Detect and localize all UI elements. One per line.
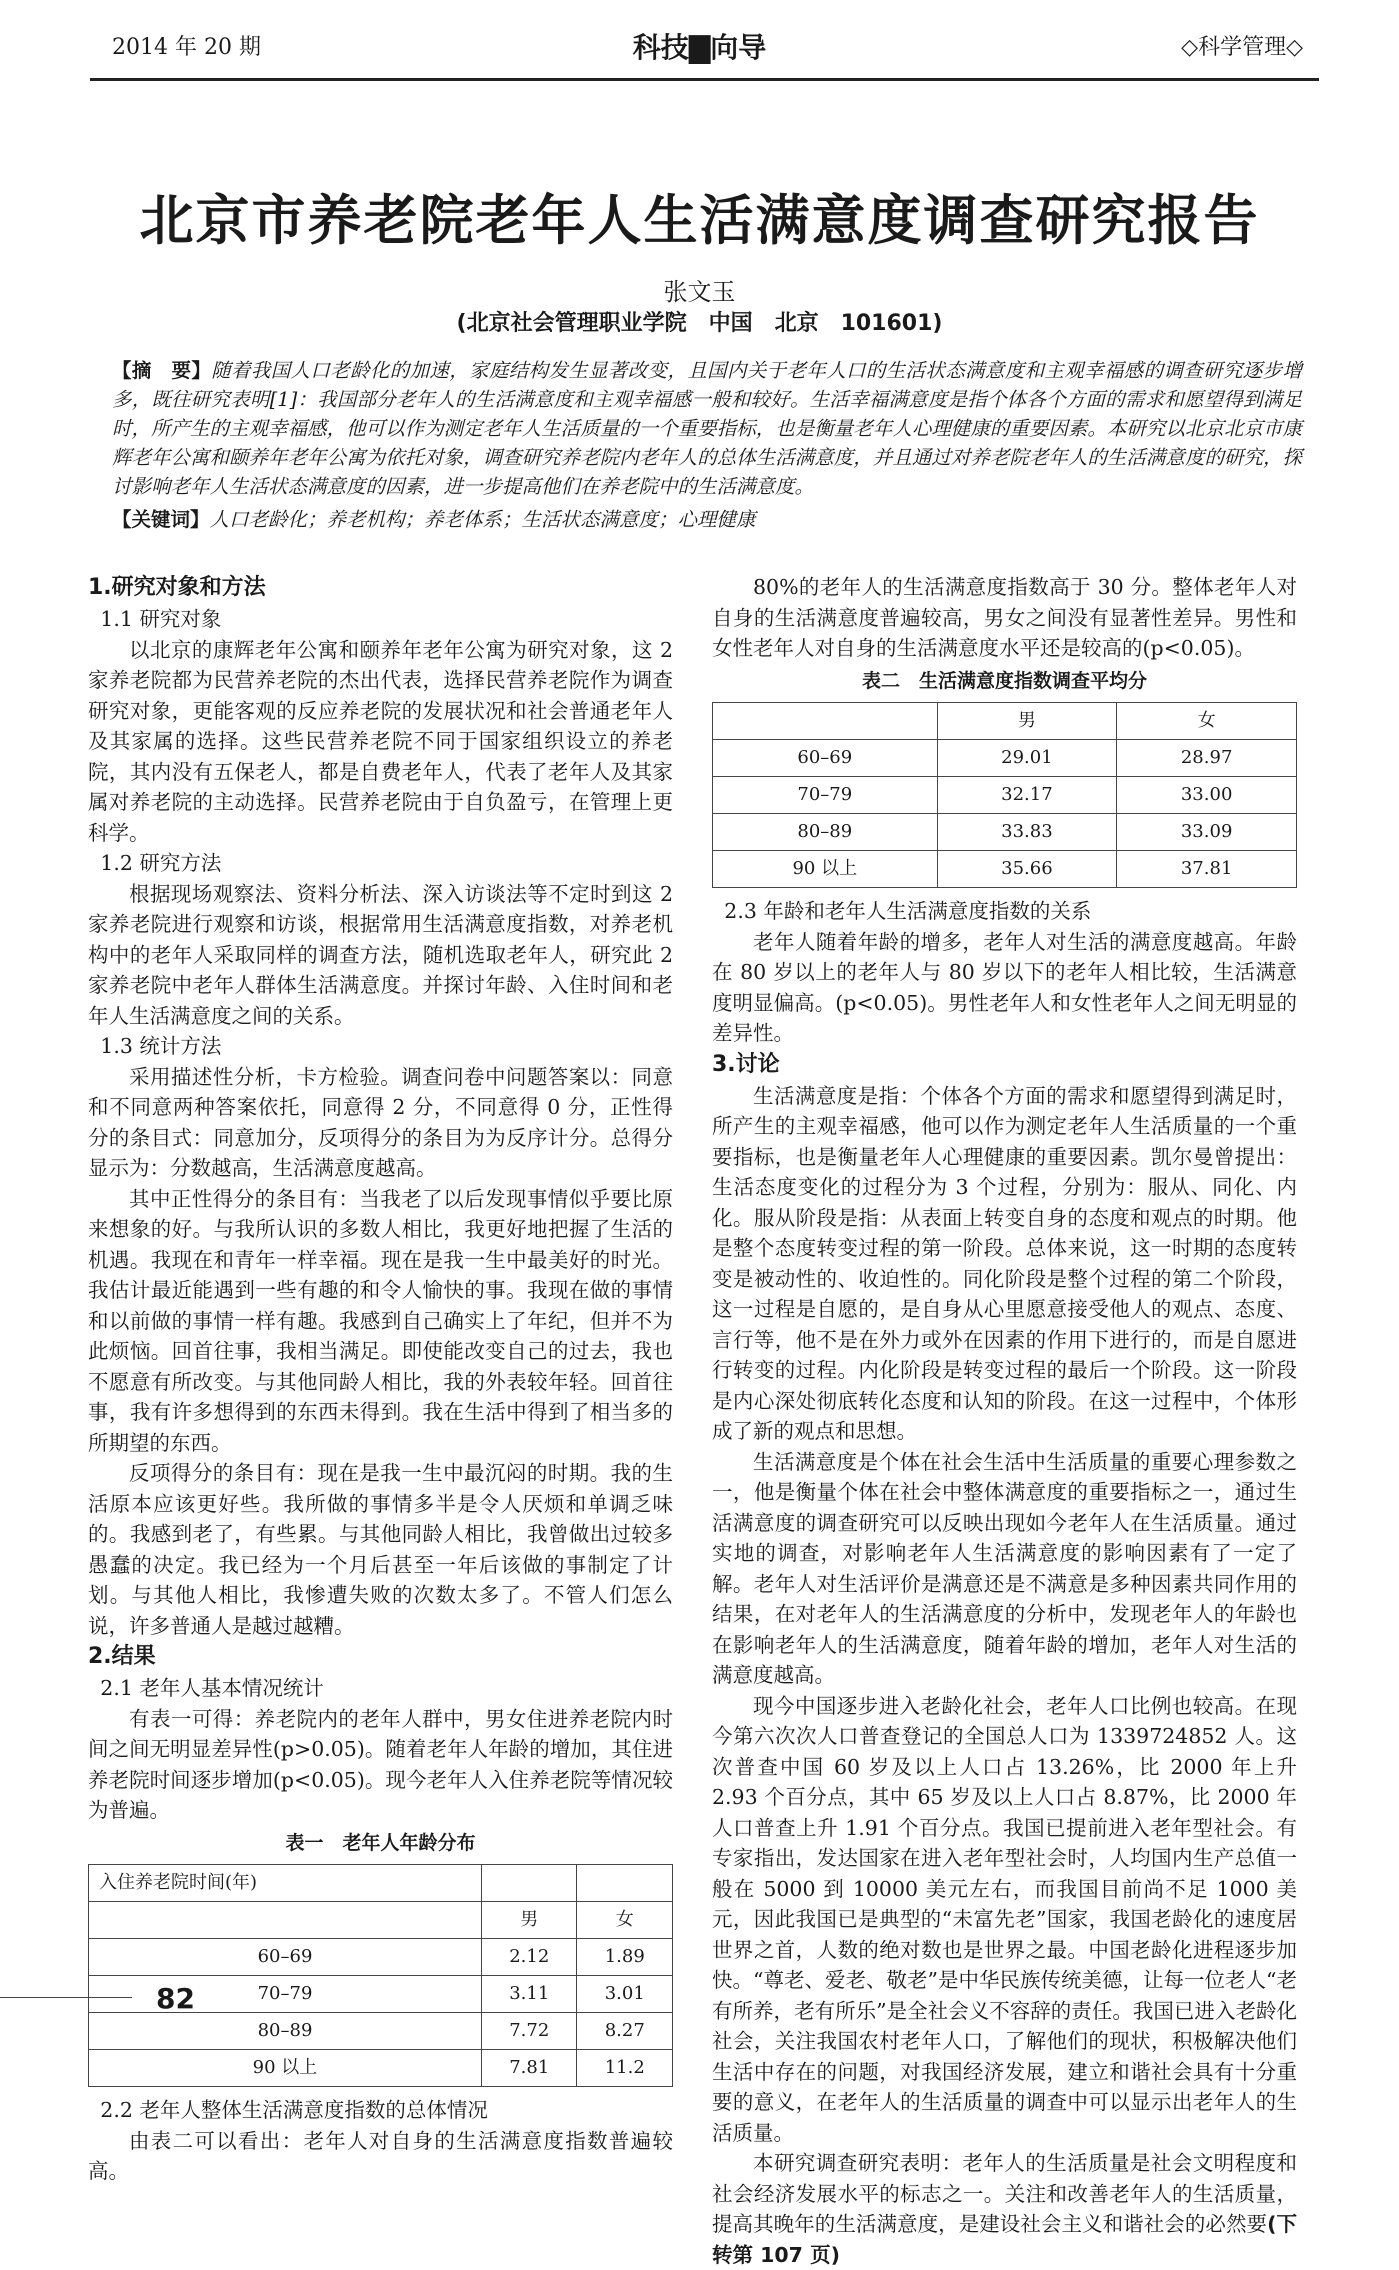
table-cell: 1.89	[577, 1939, 673, 1976]
keywords-text: 人口老龄化；养老机构；养老体系；生活状态满意度；心理健康	[209, 508, 756, 531]
abstract	[112, 356, 1302, 501]
page-number: 82	[156, 1982, 195, 2015]
author-affiliation: (北京社会管理职业学院 中国 北京 101601)	[456, 311, 943, 336]
table-row	[89, 1939, 673, 1976]
paragraph	[712, 2148, 1297, 2270]
table-cell: 29.01	[937, 740, 1117, 777]
table-row	[713, 851, 1297, 888]
paragraph: 根据现场观察法、资料分析法、深入访谈法等不定时到这 2 家养老院进行观察和访谈，根据常用生活满意度指数，对养老机构中的老年人采取同样的调查方法，随机选取老年人，研究此 2 家养老院中老年人群体生活满意度。并探讨年龄、入住时间和老年人生活满意度之间的关系。	[88, 881, 673, 1028]
table1	[88, 1864, 673, 2087]
table-cell: 33.09	[1117, 814, 1297, 851]
table-cell: 60–69	[713, 740, 938, 777]
table-cell: 90 以上	[713, 851, 938, 888]
header-divider	[90, 78, 1319, 81]
author-name: 张文玉	[663, 278, 736, 306]
table-cell	[577, 1865, 673, 1902]
section-heading: 3.讨论	[712, 1051, 780, 1077]
paragraph: 老年人随着年龄的增多，老年人对生活的满意度越高。年龄在 80 岁以上的老年人与 80 岁以下的老年人相比较，生活满意度明显偏高。(p<0.05)。男性老年人和女性老年人之间无明显的差异性。	[712, 929, 1297, 1045]
table-header-cell: 女	[577, 1902, 673, 1939]
table-row	[89, 2013, 673, 2050]
section-label: ◇科学管理◇	[1181, 35, 1303, 60]
table-cell: 7.81	[482, 2050, 577, 2087]
table-cell: 8.27	[577, 2013, 673, 2050]
table-cell: 80–89	[89, 2013, 482, 2050]
table-header-cell: 男	[482, 1902, 577, 1939]
table-cell: 7.72	[482, 2013, 577, 2050]
table-row	[89, 2050, 673, 2087]
table-cell: 3.11	[482, 1976, 577, 2013]
table-cell: 32.17	[937, 777, 1117, 814]
section-heading: 1.研究对象和方法	[88, 575, 266, 600]
paragraph: 有表一可得：养老院内的老年人群中，男女住进养老院内时间之间无明显差异性(p>0.05)。随着老年人年龄的增加，其住进养老院时间逐步增加(p<0.05)。现今老年人入住养老院等情况较为普遍。	[88, 1706, 673, 1822]
table-cell: 70–79	[713, 777, 938, 814]
table-row	[89, 1865, 673, 1902]
table-cell: 35.66	[937, 851, 1117, 888]
table-cell: 70–79	[89, 1976, 482, 2013]
paragraph: 以北京的康辉老年公寓和颐养年老年公寓为研究对象，这 2 家养老院都为民营养老院的杰出代表，选择民营养老院作为调查研究对象，更能客观的反应养老院的发展状况和社会普通老年人及其家属的选择。这些民营养老院不同于国家组织设立的养老院，其内没有五保老人，都是自费老年人，代表了老年人及其家属对养老院的主动选择。民营养老院由于自负盈亏，在管理上更科学。	[88, 637, 673, 845]
table-row	[713, 740, 1297, 777]
paragraph: 生活满意度是指：个体各个方面的需求和愿望得到满足时，所产生的主观幸福感，他可以作为测定老年人生活质量的一个重要指标，也是衡量老年人心理健康的重要因素。凯尔曼曾提出：生活态度变化的过程分为 3 个过程，分别为：服从、同化、内化。服从阶段是指：从表面上转变自身的态度和观点的时期。他是整个态度转变过程的第一阶段。总体来说，这一时期的态度转变是被动性的、收迫性的。同化阶段是整个过程的第二个阶段，这一过程是自愿的，是自身从心里愿意接受他人的观点、态度、言行等，他不是在外力或外在因素的作用下进行的，而是自愿进行转变的过程。内化阶段是转变过程的最后一个阶段。这一阶段是内心深处彻底转化态度和认知的阶段。在这一过程中，个体形成了新的观点和思想。	[712, 1083, 1297, 1443]
paragraph: 由表二可以看出：老年人对自身的生活满意度指数普遍较高。	[88, 2128, 673, 2183]
paragraph: 现今中国逐步进入老龄化社会，老年人口比例也较高。在现今第六次次人口普查登记的全国总人口为 1339724852 人。这次普查中国 60 岁及以上人口占 13.26%，比 2000 年上升 2.93 个百分点，其中 65 岁及以上人口占 8.87%，比 2000 年人口普查上升 1.91 个百分点。我国已提前进入老年型社会。有专家指出，发达国家在进入老年型社会时，人均国内生产总值一般在 5000 到 10000 美元左右，而我国目前尚不足 1000 美元，因此我国已是典型的“未富先老”国家，我国老龄化的速度居世界之首，人数的绝对数也是世界之最。中国老龄化进程逐步加快。“尊老、爱老、敬老”是中华民族传统美德，让每一位老人“老有所养，老有所乐”是全社会义不容辞的责任。我国已进入老龄化社会，关注我国农村老年人口，了解他们的现状，积极解决他们生活中存在的问题，对我国经济发展，建立和谐社会具有十分重要的意义，在老年人的生活质量的调查中可以显示出老年人的生活质量。	[712, 1693, 1297, 2145]
footer-divider	[0, 1997, 132, 1998]
table-cell: 28.97	[1117, 740, 1297, 777]
paragraph: 生活满意度是个体在社会生活中生活质量的重要心理参数之一，他是衡量个体在社会中整体满意度的重要指标之一，通过生活满意度的调查研究可以反映出现如今老年人在生活质量。通过实地的调查，对影响老年人生活满意度的影响因素有了一定了解。老年人对生活评价是满意还是不满意是多种因素共同作用的结果，在对老年人的生活满意度的分析中，发现老年人的年龄也在影响老年人的生活满意度，随着年龄的增加，老年人对生活的满意度越高。	[712, 1449, 1297, 1687]
subsection-heading: 2.1 老年人基本情况统计	[100, 1676, 324, 1700]
right-column	[712, 572, 1297, 2270]
table-cell	[89, 1902, 482, 1939]
table-row	[89, 1902, 673, 1939]
table-cell: 3.01	[577, 1976, 673, 2013]
subsection-heading: 2.2 老年人整体生活满意度指数的总体情况	[100, 2098, 488, 2122]
table-header-cell: 女	[1117, 703, 1297, 740]
table-cell: 11.2	[577, 2050, 673, 2087]
paragraph-text: 本研究调查研究表明：老年人的生活质量是社会文明程度和社会经济发展水平的标志之一。关注和改善老年人的生活质量，提高其晚年的生活满意度，是建设社会主义和谐社会的必然要	[712, 2151, 1297, 2236]
subsection-heading: 1.1 研究对象	[100, 607, 222, 631]
table1-caption: 表一 老年人年龄分布	[285, 1831, 476, 1854]
section-heading: 2.结果	[88, 1644, 156, 1669]
table-cell: 37.81	[1117, 851, 1297, 888]
paragraph: 其中正性得分的条目有：当我老了以后发现事情似乎要比原来想象的好。与我所认识的多数人相比，我更好地把握了生活的机遇。我现在和青年一样幸福。现在是我一生中最美好的时光。我估计最近能遇到一些有趣的和令人愉快的事。我现在做的事情和以前做的事情一样有趣。我感到自己确实上了年纪，但并不为此烦恼。回首往事，我相当满足。即使能改变自己的过去，我也不愿意有所改变。与其他同龄人相比，我的外表较年轻。回首往事，我有许多想得到的东西未得到。我在生活中得到了相当多的所期望的东西。	[88, 1186, 673, 1455]
issue-label: 2014 年 20 期	[112, 35, 261, 60]
table-header-cell: 入住养老院时间(年)	[89, 1865, 482, 1902]
subsection-heading: 1.2 研究方法	[100, 851, 222, 875]
table2	[712, 702, 1297, 888]
table-row	[713, 814, 1297, 851]
subsection-heading: 1.3 统计方法	[100, 1034, 222, 1058]
paragraph: 采用描述性分析，卡方检验。调查问卷中问题答案以：同意和不同意两种答案依托，同意得 2 分，不同意得 0 分，正性得分的条目式：同意加分，反项得分的条目为为反序计分。总得分显示为：分数越高，生活满意度越高。	[88, 1064, 673, 1180]
table-cell: 2.12	[482, 1939, 577, 1976]
continued-note: (下转第 107 页)	[712, 2212, 1298, 2267]
keywords	[112, 504, 1302, 532]
table-row	[713, 777, 1297, 814]
table-row	[713, 703, 1297, 740]
paragraph: 80%的老年人的生活满意度指数高于 30 分。整体老年人对自身的生活满意度普遍较高，男女之间没有显著性差异。男性和女性老年人对自身的生活满意度水平还是较高的(p<0.05)。	[712, 575, 1297, 660]
table2-caption: 表二 生活满意度指数调查平均分	[861, 669, 1147, 692]
paper-title: 北京市养老院老年人生活满意度调查研究报告	[139, 188, 1260, 252]
table-header-cell: 男	[937, 703, 1117, 740]
journal-name: 科技▇向导	[632, 31, 767, 64]
left-column	[88, 572, 673, 2187]
table-cell	[482, 1865, 577, 1902]
keywords-label: 【关键词】	[112, 508, 210, 531]
table-cell: 90 以上	[89, 2050, 482, 2087]
paragraph: 反项得分的条目有：现在是我一生中最沉闷的时期。我的生活原本应该更好些。我所做的事情多半是令人厌烦和单调乏味的。我感到老了，有些累。与其他同龄人相比，我曾做出过较多愚蠢的决定。我已经为一个月后甚至一年后该做的事制定了计划。与其他人相比，我惨遭失败的次数太多了。不管人们怎么说，许多普通人是越过越糟。	[88, 1461, 673, 1638]
table-cell	[713, 703, 938, 740]
table-cell: 60–69	[89, 1939, 482, 1976]
subsection-heading: 2.3 年龄和老年人生活满意度指数的关系	[724, 899, 1092, 923]
abstract-text: 随着我国人口老龄化的加速，家庭结构发生显著改变，且国内关于老年人口的生活状态满意度和主观幸福感的调查研究逐步增多，既往研究表明[1]：我国部分老年人的生活满意度和主观幸福感一般和较好。生活幸福满意度是指个体各个方面的需求和愿望得到满足时，所产生的主观幸福感，他可以作为测定老年人生活质量的一个重要指标，也是衡量老年人心理健康的重要因素。本研究以北京北京市康辉老年公寓和颐养年老年公寓为依托对象，调查研究养老院内老年人的总体生活满意度，并且通过对养老院老年人的生活满意度的研究，探讨影响老年人生活状态满意度的因素，进一步提高他们在养老院中的生活满意度。	[112, 359, 1302, 498]
table-cell: 33.83	[937, 814, 1117, 851]
table-cell: 80–89	[713, 814, 938, 851]
abstract-label: 【摘 要】	[112, 359, 212, 382]
table-cell: 33.00	[1117, 777, 1297, 814]
